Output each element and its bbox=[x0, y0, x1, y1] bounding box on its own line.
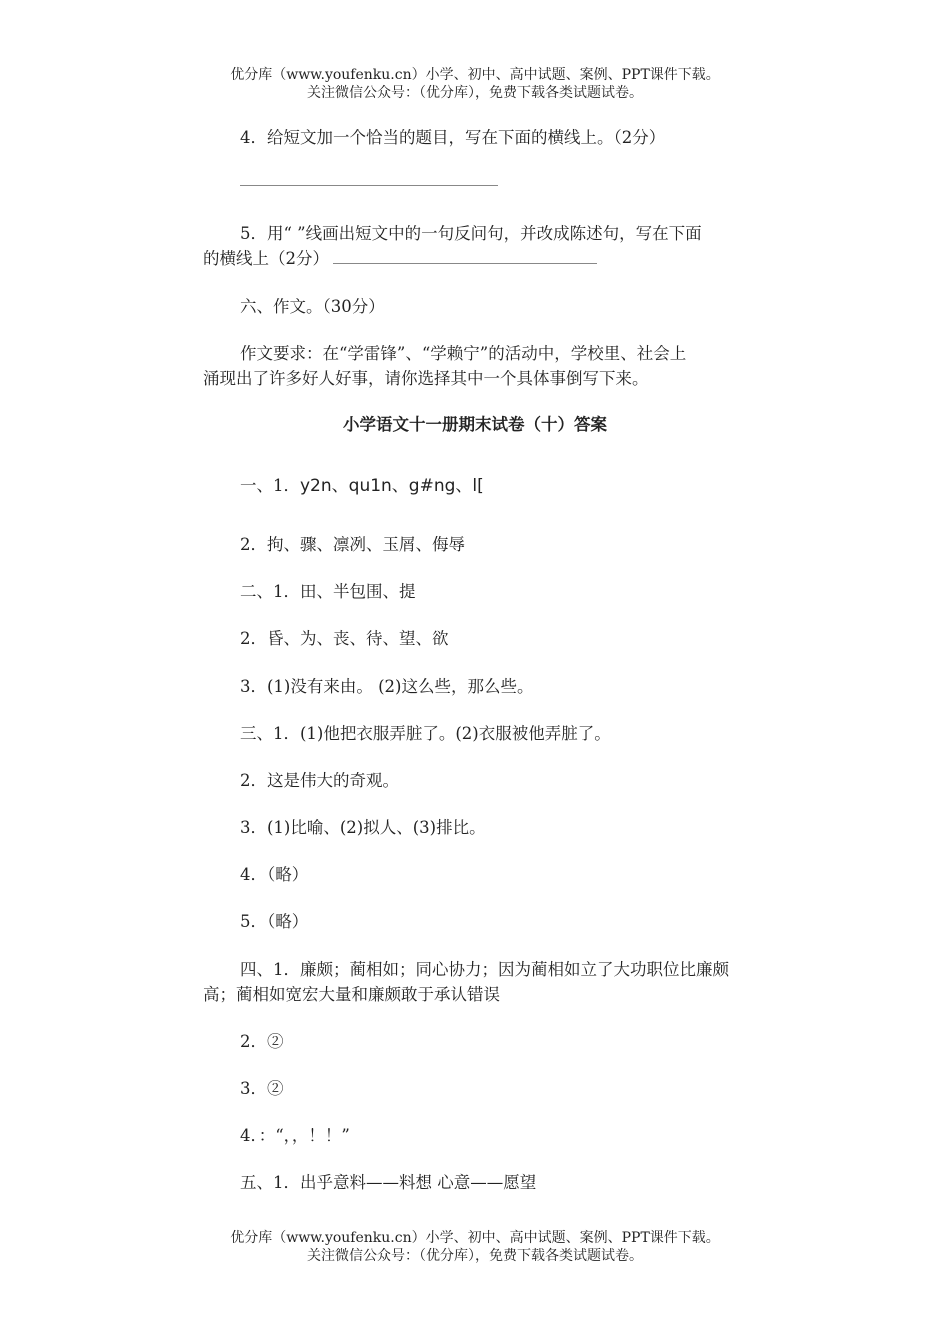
answer-2-3: 3．(1)没有来由。 (2)这么些，那么些。 bbox=[240, 677, 534, 696]
answer-3-2: 2．这是伟大的奇观。 bbox=[240, 771, 399, 790]
answer-title: 小学语文十一册期末试卷（十）答案 bbox=[343, 415, 607, 434]
question-5-line-1: 5．用“ ”线画出短文中的一句反问句，并改成陈述句，写在下面 bbox=[240, 224, 702, 243]
answer-blank-line bbox=[333, 262, 597, 264]
section-6-heading: 六、作文。（30分） bbox=[240, 297, 385, 316]
answer-3-5: 5．（略） bbox=[240, 912, 309, 931]
essay-requirement-line-2: 涌现出了许多好人好事，请你选择其中一个具体事倒写下来。 bbox=[203, 369, 649, 388]
answer-1-1-prefix: 一、1． bbox=[240, 476, 300, 495]
answer-2-1: 二、1．田、半包围、提 bbox=[240, 582, 416, 601]
page-footer bbox=[0, 1229, 950, 1265]
footer-line-1: 优分库（www.youfenku.cn）小学、初中、高中试题、案例、PPT课件下载。 bbox=[230, 1230, 720, 1246]
answer-1-1-pinyin: y2n、qu1n、g#ng、l[ bbox=[300, 476, 484, 496]
answer-4-2: 2．② bbox=[240, 1032, 284, 1051]
answer-3-1: 三、1．(1)他把衣服弄脏了。(2)衣服被他弄脏了。 bbox=[240, 724, 611, 743]
answer-blank-line bbox=[240, 184, 498, 186]
answer-4-4: 4．：“，，！！” bbox=[240, 1126, 350, 1145]
header-line-1: 优分库（www.youfenku.cn）小学、初中、高中试题、案例、PPT课件下载。 bbox=[230, 67, 720, 83]
answer-4-1-line-1: 四、1．廉颇；蔺相如；同心协力；因为蔺相如立了大功职位比廉颇 bbox=[240, 960, 729, 979]
answer-4-3: 3．② bbox=[240, 1079, 284, 1098]
essay-requirement-line-1: 作文要求：在“学雷锋”、“学赖宁”的活动中，学校里、社会上 bbox=[240, 344, 687, 363]
answer-4-1-line-2: 高；蔺相如宽宏大量和廉颇敢于承认错误 bbox=[203, 985, 500, 1004]
header-line-2: 关注微信公众号：（优分库），免费下载各类试题试卷。 bbox=[307, 85, 643, 101]
answer-3-4: 4．（略） bbox=[240, 865, 309, 884]
answer-2-2: 2．昏、为、丧、待、望、欲 bbox=[240, 629, 449, 648]
footer-line-2: 关注微信公众号：（优分库），免费下载各类试题试卷。 bbox=[307, 1248, 643, 1264]
page-header bbox=[0, 66, 950, 102]
question-4: 4．给短文加一个恰当的题目，写在下面的横线上。（2分） bbox=[240, 128, 666, 147]
answer-1-1 bbox=[203, 473, 840, 499]
answer-1-2: 2．拘、骤、凛冽、玉屑、侮辱 bbox=[240, 535, 465, 554]
answer-5-1: 五、1．出乎意料——料想 心意——愿望 bbox=[240, 1173, 537, 1192]
question-5-line-2-text: 的横线上（2分） bbox=[203, 249, 329, 268]
answer-3-3: 3．(1)比喻、(2)拟人、(3)排比。 bbox=[240, 818, 486, 837]
question-5-line-2 bbox=[203, 246, 803, 271]
question-4-answer-line bbox=[203, 168, 840, 193]
